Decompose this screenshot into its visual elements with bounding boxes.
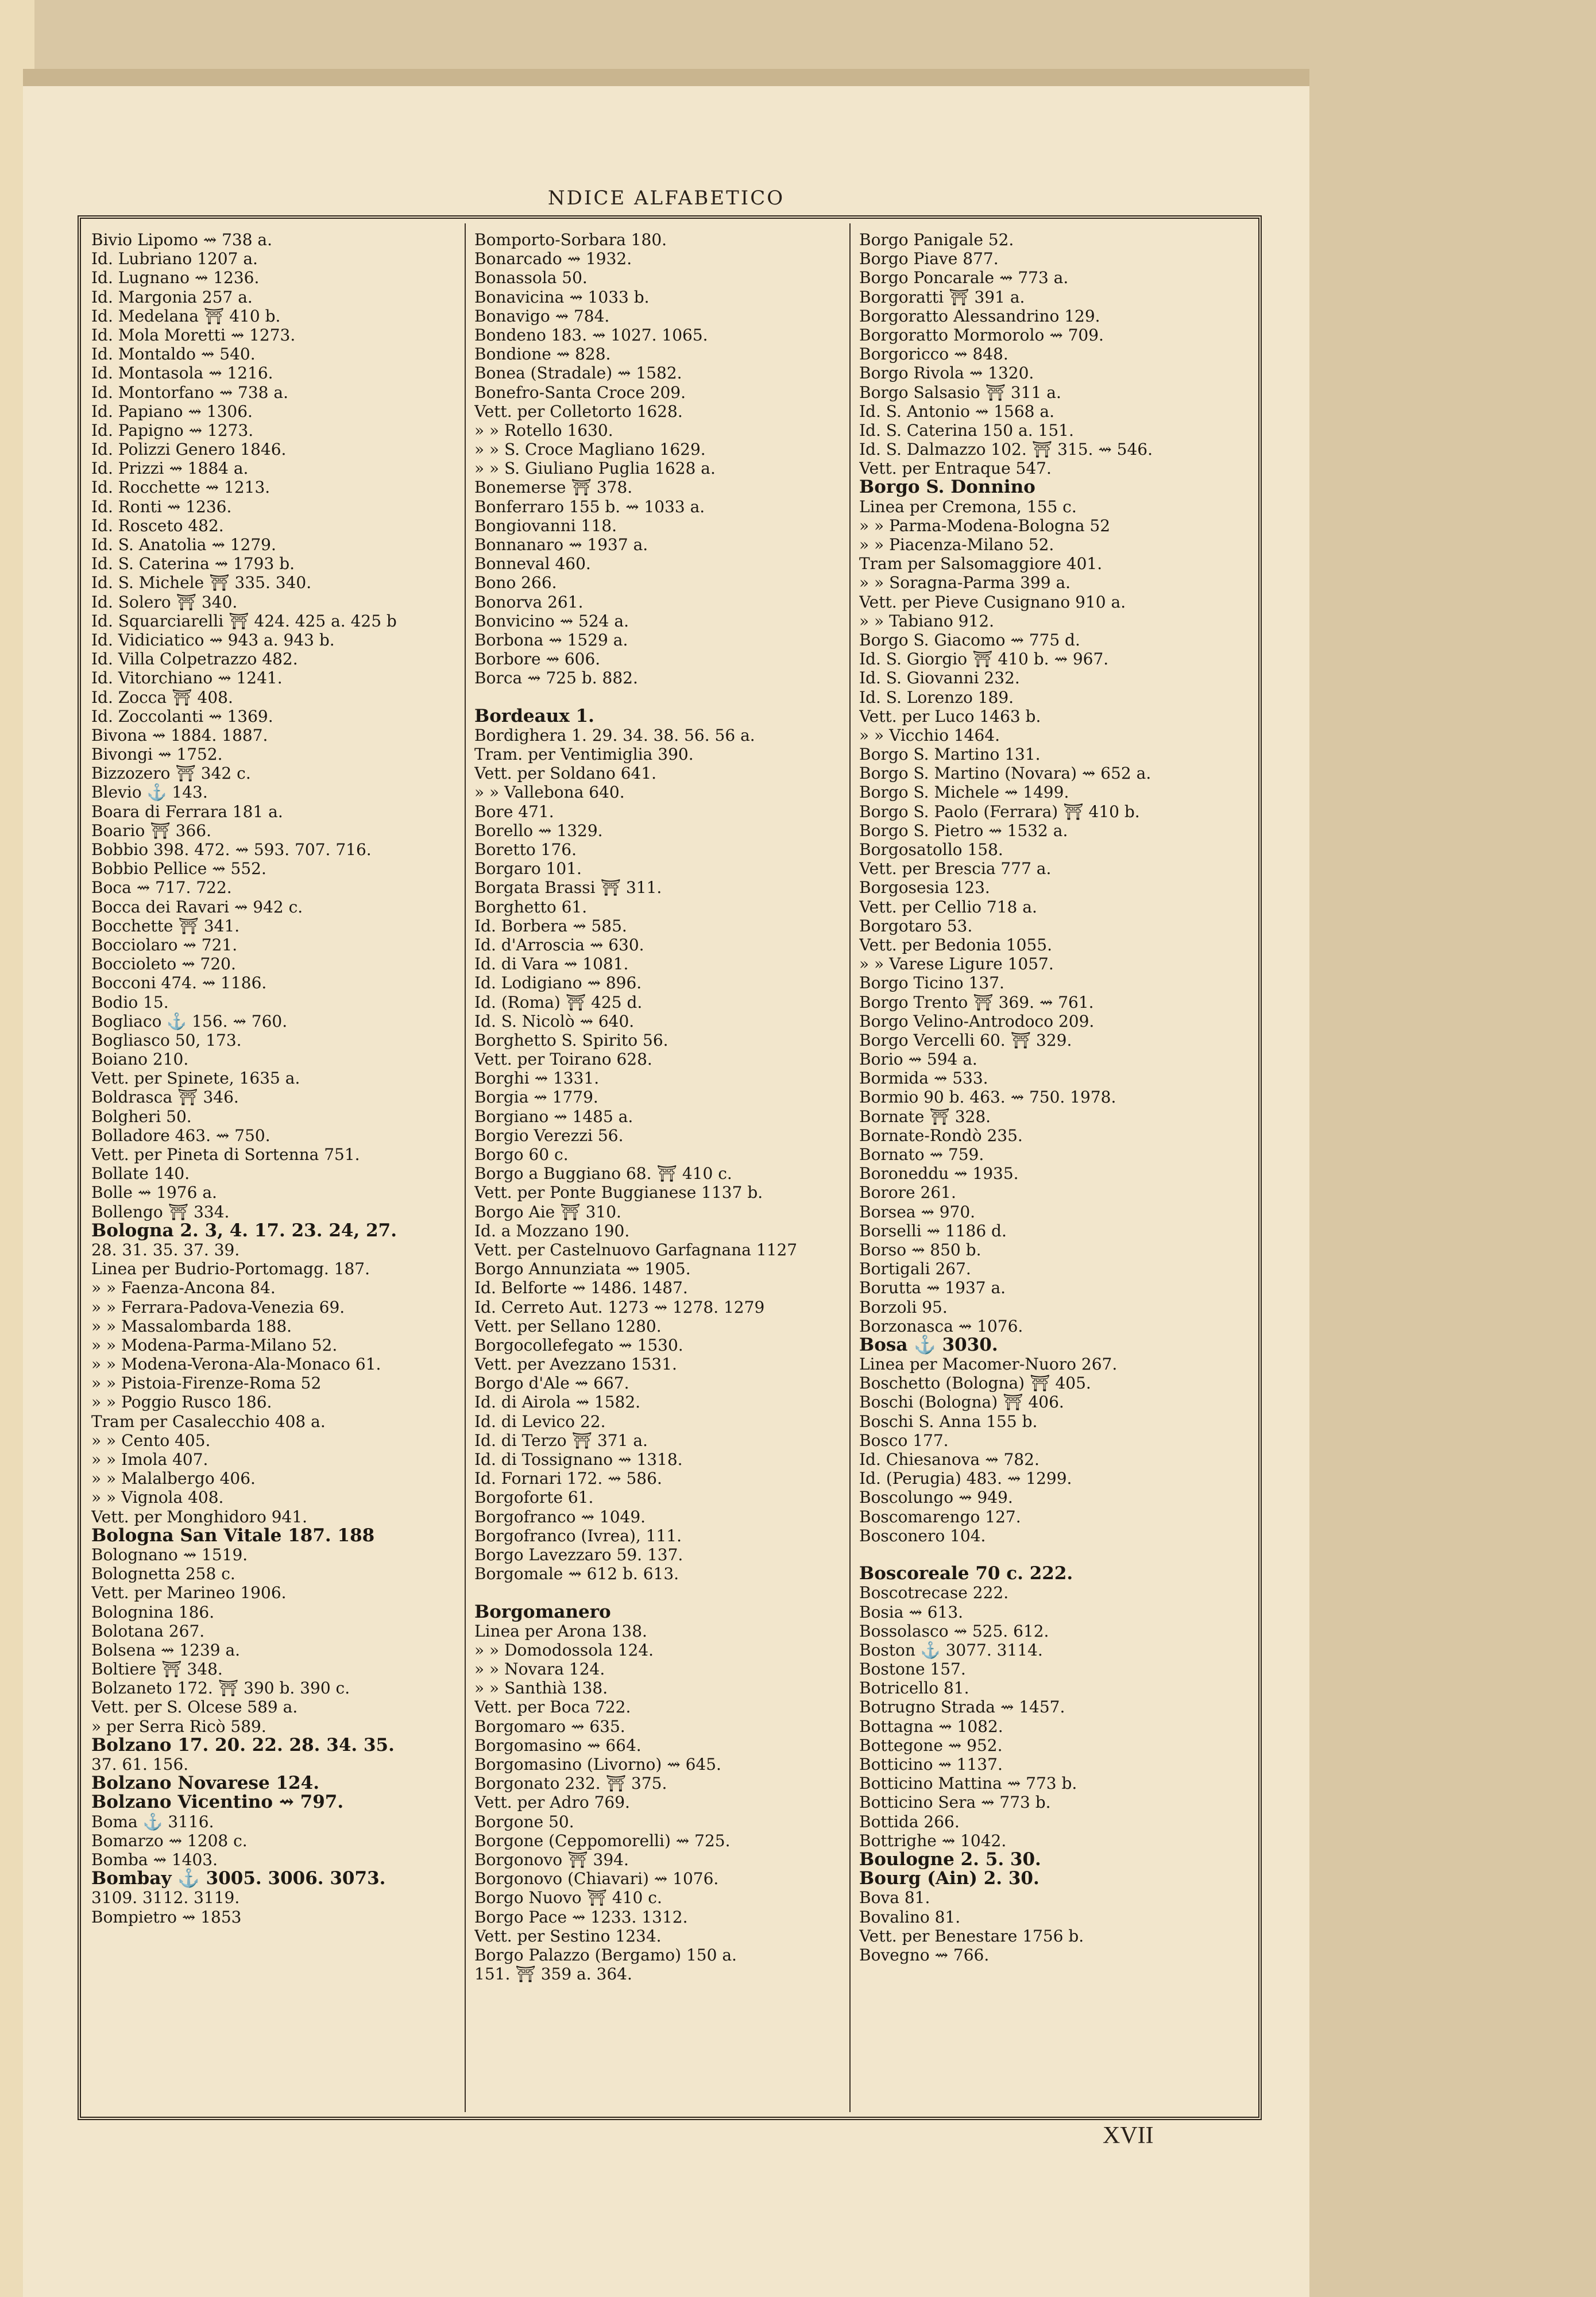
index-entry: Id. d'Arroscia ⇝ 630. — [474, 935, 644, 954]
index-entry: Bivongi ⇝ 1752. — [91, 745, 223, 764]
index-entry: Bizzozero ⛩ 342 c. — [91, 764, 251, 783]
index-entry: Borgo Pace ⇝ 1233. 1312. — [474, 1907, 688, 1927]
index-entry: Id. Villa Colpetrazzo 482. — [91, 649, 298, 669]
index-entry: Borgo S. Michele ⇝ 1499. — [859, 783, 1069, 802]
index-entry: Bologna 2. 3, 4. 17. 23. 24, 27. — [91, 1220, 397, 1241]
index-entry: Id. Vitorchiano ⇝ 1241. — [91, 668, 283, 688]
index-entry: Botricello 81. — [859, 1679, 969, 1698]
index-entry: Id. Mola Moretti ⇝ 1273. — [91, 325, 296, 345]
index-entry: Id. Cerreto Aut. 1273 ⇝ 1278. 1279 — [474, 1297, 765, 1317]
index-entry: Borello ⇝ 1329. — [474, 821, 603, 840]
index-entry: Borio ⇝ 594 a. — [859, 1050, 977, 1069]
index-entry: Id. S. Lorenzo 189. — [859, 687, 1014, 707]
index-entry: Borgo Trento ⛩ 369. ⇝ 761. — [859, 992, 1094, 1012]
index-entry: » » Novara 124. — [474, 1660, 605, 1679]
index-entry: Id. S. Dalmazzo 102. ⛩ 315. ⇝ 546. — [859, 440, 1153, 459]
index-entry: Boulogne 2. 5. 30. — [859, 1849, 1041, 1870]
index-entry: Borgofranco ⇝ 1049. — [474, 1507, 646, 1526]
index-entry — [474, 1583, 843, 1602]
index-entry: Id. Zocca ⛩ 408. — [91, 687, 233, 707]
index-entry: Borgo Ticino 137. — [859, 973, 1004, 993]
index-column-2 — [474, 230, 843, 2108]
index-entry: Borgoratto Mormorolo ⇝ 709. — [859, 325, 1104, 345]
index-entry: » » Parma-Modena-Bologna 52 — [859, 516, 1111, 535]
index-entry: » » Ferrara-Padova-Venezia 69. — [91, 1297, 345, 1317]
index-entry: Bottegone ⇝ 952. — [859, 1735, 1003, 1755]
index-entry: Bomarzo ⇝ 1208 c. — [91, 1831, 248, 1850]
index-entry: Borso ⇝ 850 b. — [859, 1240, 981, 1259]
index-entry: Bosco 177. — [859, 1430, 949, 1450]
index-entry: Vett. per Monghidoro 941. — [91, 1507, 308, 1526]
index-entry: Botticino Sera ⇝ 773 b. — [859, 1793, 1051, 1812]
index-entry: Borgo Nuovo ⛩ 410 c. — [474, 1888, 662, 1908]
index-entry: Boretto 176. — [474, 840, 577, 859]
index-entry: Bortigali 267. — [859, 1259, 971, 1279]
index-entry: Bompietro ⇝ 1853 — [91, 1907, 242, 1927]
index-entry: Id. (Roma) ⛩ 425 d. — [474, 992, 643, 1012]
index-entry: Id. di Levico 22. — [474, 1412, 606, 1431]
index-entry: Id. Zoccolanti ⇝ 1369. — [91, 706, 273, 726]
index-entry: Bonefro-Santa Croce 209. — [474, 382, 686, 402]
index-entry: Id. S. Nicolò ⇝ 640. — [474, 1011, 635, 1031]
index-entry: Bocconi 474. ⇝ 1186. — [91, 973, 267, 993]
column-divider — [849, 223, 851, 2112]
index-entry: Borgone (Ceppomorelli) ⇝ 725. — [474, 1831, 731, 1850]
index-entry: Id. Prizzi ⇝ 1884 a. — [91, 459, 249, 478]
index-entry: » » Domodossola 124. — [474, 1640, 654, 1660]
index-entry: Borgia ⇝ 1779. — [474, 1088, 598, 1107]
index-entry: 151. ⛩ 359 a. 364. — [474, 1965, 632, 1984]
index-entry: Bivona ⇝ 1884. 1887. — [91, 725, 268, 745]
index-entry: Boschi S. Anna 155 b. — [859, 1412, 1038, 1431]
index-entry: Borsea ⇝ 970. — [859, 1202, 976, 1221]
index-entry: » » Santhià 138. — [474, 1679, 608, 1698]
index-entry: Borgotaro 53. — [859, 916, 973, 935]
index-column-3 — [859, 230, 1250, 2108]
index-entry: Vett. per S. Olcese 589 a. — [91, 1697, 298, 1717]
index-entry: Borutta ⇝ 1937 a. — [859, 1278, 1006, 1298]
index-entry: Id. Rosceto 482. — [91, 516, 224, 535]
index-entry: » » Massalombarda 188. — [91, 1316, 292, 1336]
index-entry: Bonferraro 155 b. ⇝ 1033 a. — [474, 497, 705, 516]
index-entry: Bolzano 17. 20. 22. 28. 34. 35. — [91, 1734, 395, 1755]
index-entry: Bordeaux 1. — [474, 705, 594, 726]
index-entry: Borgoratti ⛩ 391 a. — [859, 287, 1025, 307]
index-entry: Boscotrecase 222. — [859, 1583, 1009, 1603]
index-entry: Bornate ⛩ 328. — [859, 1107, 991, 1126]
index-entry: Id. Medelana ⛩ 410 b. — [91, 306, 281, 326]
index-entry: Blevio ⚓ 143. — [91, 783, 208, 802]
index-entry: Id. Chiesanova ⇝ 782. — [859, 1450, 1039, 1469]
index-entry: Borgo S. Donnino — [859, 477, 1035, 498]
index-entry: Vett. per Pineta di Sortenna 751. — [91, 1145, 360, 1164]
index-entry: Boiano 210. — [91, 1050, 189, 1069]
index-entry: Id. Fornari 172. ⇝ 586. — [474, 1469, 662, 1488]
index-entry: Borgio Verezzi 56. — [474, 1126, 624, 1145]
index-entry: Bocca dei Ravari ⇝ 942 c. — [91, 897, 303, 917]
index-entry: Id. Polizzi Genero 1846. — [91, 440, 287, 459]
index-entry: Bossolasco ⇝ 525. 612. — [859, 1621, 1049, 1641]
index-entry: Bornate-Rondò 235. — [859, 1126, 1023, 1145]
index-entry: Vett. per Sestino 1234. — [474, 1926, 662, 1946]
index-entry: Id. Montorfano ⇝ 738 a. — [91, 382, 288, 402]
index-entry: Linea per Budrio-Portomagg. 187. — [91, 1259, 370, 1279]
index-entry: » » Malalbergo 406. — [91, 1469, 256, 1488]
index-entry: Tram. per Ventimiglia 390. — [474, 745, 694, 764]
index-entry: Bonorva 261. — [474, 592, 583, 612]
index-entry: Botrugno Strada ⇝ 1457. — [859, 1697, 1065, 1717]
index-entry: Vett. per Pieve Cusignano 910 a. — [859, 592, 1126, 612]
index-entry: Borgo Palazzo (Bergamo) 150 a. — [474, 1945, 737, 1965]
index-entry: Bonassola 50. — [474, 268, 588, 288]
index-entry: Bobbio 398. 472. ⇝ 593. 707. 716. — [91, 840, 372, 859]
index-entry: Bolle ⇝ 1976 a. — [91, 1183, 217, 1202]
index-entry: Id. Ronti ⇝ 1236. — [91, 497, 232, 516]
index-entry: Bonavicina ⇝ 1033 b. — [474, 287, 650, 307]
index-entry: Id. Papiano ⇝ 1306. — [91, 401, 253, 421]
index-entry: Borbona ⇝ 1529 a. — [474, 630, 628, 649]
book-page — [23, 86, 1309, 2297]
index-entry: Bolzaneto 172. ⛩ 390 b. 390 c. — [91, 1679, 350, 1698]
index-entry: Id. S. Giovanni 232. — [859, 668, 1020, 688]
index-entry: Vett. per Ponte Buggianese 1137 b. — [474, 1183, 763, 1202]
index-entry — [859, 1545, 1250, 1564]
index-entry: Bornato ⇝ 759. — [859, 1145, 984, 1164]
index-entry: Boscomarengo 127. — [859, 1507, 1021, 1526]
index-entry: Vett. per Bedonia 1055. — [859, 935, 1052, 954]
index-entry: Borgo S. Martino (Novara) ⇝ 652 a. — [859, 764, 1151, 783]
index-entry: Borghi ⇝ 1331. — [474, 1069, 600, 1088]
index-entry: » » Modena-Verona-Ala-Monaco 61. — [91, 1355, 381, 1374]
index-entry: Bosconero 104. — [859, 1526, 986, 1545]
index-entry: Borgata Brassi ⛩ 311. — [474, 878, 662, 898]
index-entry: Bottida 266. — [859, 1812, 960, 1831]
index-entry: Borgonovo (Chiavari) ⇝ 1076. — [474, 1869, 719, 1889]
index-entry: Borgo d'Ale ⇝ 667. — [474, 1374, 629, 1393]
index-entry: Borgo Aie ⛩ 310. — [474, 1202, 621, 1221]
index-entry: Id. S. Caterina ⇝ 1793 b. — [91, 554, 295, 574]
index-entry: Bolognina 186. — [91, 1602, 215, 1622]
index-entry: Id. S. Anatolia ⇝ 1279. — [91, 535, 276, 554]
index-entry: Id. Lubriano 1207 a. — [91, 249, 258, 269]
index-entry: Borgonato 232. ⛩ 375. — [474, 1774, 667, 1793]
index-entry: Id. Squarciarelli ⛩ 424. 425 a. 425 b — [91, 611, 397, 631]
index-entry: » » Soragna-Parma 399 a. — [859, 573, 1071, 593]
index-entry: Bosia ⇝ 613. — [859, 1602, 964, 1622]
index-entry: Vett. per Adro 769. — [474, 1793, 630, 1812]
index-entry: Borgone 50. — [474, 1812, 574, 1831]
index-entry: Boroneddu ⇝ 1935. — [859, 1164, 1019, 1184]
index-entry: 28. 31. 35. 37. 39. — [91, 1240, 240, 1259]
index-entry: » » Rotello 1630. — [474, 420, 613, 440]
index-entry: Bolognano ⇝ 1519. — [91, 1545, 248, 1564]
index-entry: Bondeno 183. ⇝ 1027. 1065. — [474, 325, 708, 345]
index-entry: Id. S. Michele ⛩ 335. 340. — [91, 573, 312, 593]
index-entry: Vett. per Spinete, 1635 a. — [91, 1069, 300, 1088]
index-entry: Vett. per Boca 722. — [474, 1697, 631, 1717]
index-entry: Id. a Mozzano 190. — [474, 1221, 630, 1240]
index-entry: Bombay ⚓ 3005. 3006. 3073. — [91, 1868, 386, 1889]
index-entry: Bolladore 463. ⇝ 750. — [91, 1126, 270, 1145]
index-entry: Id. di Vara ⇝ 1081. — [474, 954, 629, 974]
index-entry: » » Vignola 408. — [91, 1488, 224, 1507]
index-entry: Vett. per Sellano 1280. — [474, 1316, 662, 1336]
index-entry: Borgomale ⇝ 612 b. 613. — [474, 1564, 679, 1584]
index-entry: Borgocollefegato ⇝ 1530. — [474, 1335, 683, 1355]
index-column-1 — [91, 230, 460, 2108]
index-entry: Id. Margonia 257 a. — [91, 287, 253, 307]
index-entry: Vett. per Benestare 1756 b. — [859, 1926, 1084, 1946]
index-entry: Boca ⇝ 717. 722. — [91, 878, 232, 898]
index-entry: » » Poggio Rusco 186. — [91, 1393, 272, 1412]
index-entry: » » S. Giuliano Puglia 1628 a. — [474, 459, 716, 478]
index-entry: Bomba ⇝ 1403. — [91, 1850, 218, 1869]
index-entry: Bonnanaro ⇝ 1937 a. — [474, 535, 648, 554]
index-entry: Borghetto S. Spirito 56. — [474, 1030, 668, 1050]
index-entry: Borgo Rivola ⇝ 1320. — [859, 364, 1034, 383]
index-entry: Vett. per Toirano 628. — [474, 1050, 652, 1069]
index-entry: Bolzano Vicentino ⇝ 797. — [91, 1792, 344, 1813]
index-entry: Borgosesia 123. — [859, 878, 990, 898]
index-entry: Bomporto-Sorbara 180. — [474, 230, 667, 249]
index-entry: » » Faenza-Ancona 84. — [91, 1278, 276, 1298]
index-entry: Vett. per Luco 1463 b. — [859, 706, 1041, 726]
index-entry: Bourg (Ain) 2. 30. — [859, 1868, 1039, 1889]
index-entry: » » Modena-Parma-Milano 52. — [91, 1335, 338, 1355]
index-entry: Boara di Ferrara 181 a. — [91, 802, 283, 821]
index-entry: Id. Belforte ⇝ 1486. 1487. — [474, 1278, 688, 1298]
index-entry: Bonavigo ⇝ 784. — [474, 306, 610, 326]
index-entry: Id. Borbera ⇝ 585. — [474, 916, 627, 935]
index-entry: Borgiano ⇝ 1485 a. — [474, 1107, 633, 1126]
index-entry: Boario ⛩ 366. — [91, 821, 212, 840]
index-entry: Borgo Vercelli 60. ⛩ 329. — [859, 1030, 1072, 1050]
index-entry: Borgo 60 c. — [474, 1145, 569, 1164]
index-entry: Bonemerse ⛩ 378. — [474, 478, 633, 497]
index-entry: Borgo S. Martino 131. — [859, 745, 1041, 764]
index-entry: Borselli ⇝ 1186 d. — [859, 1221, 1007, 1240]
index-entry: Bongiovanni 118. — [474, 516, 617, 535]
index-entry: Bottagna ⇝ 1082. — [859, 1716, 1003, 1736]
index-entry: Borgo Salsasio ⛩ 311 a. — [859, 382, 1061, 402]
index-entry: Id. S. Caterina 150 a. 151. — [859, 420, 1074, 440]
index-entry: Bobbio Pellice ⇝ 552. — [91, 859, 266, 879]
index-entry: Linea per Arona 138. — [474, 1621, 647, 1641]
index-entry: Boltiere ⛩ 348. — [91, 1660, 223, 1679]
index-entry: Borgo Annunziata ⇝ 1905. — [474, 1259, 691, 1279]
index-entry: Vett. per Colletorto 1628. — [474, 401, 683, 421]
index-entry: Id. S. Antonio ⇝ 1568 a. — [859, 401, 1054, 421]
index-entry: 37. 61. 156. — [91, 1755, 189, 1774]
index-entry: Id. Lugnano ⇝ 1236. — [91, 268, 260, 288]
index-entry: Bormida ⇝ 533. — [859, 1069, 988, 1088]
index-entry: 3109. 3112. 3119. — [91, 1888, 240, 1908]
index-entry: » » Pistoia-Firenze-Roma 52 — [91, 1374, 322, 1393]
index-entry: » » Imola 407. — [91, 1450, 208, 1469]
index-entry: Vett. per Brescia 777 a. — [859, 859, 1052, 879]
index-entry: Bodio 15. — [91, 992, 169, 1012]
index-entry: Borgofranco (Ivrea), 111. — [474, 1526, 682, 1545]
index-entry: » » Tabiano 912. — [859, 611, 994, 631]
index-entry: Bolzano Novarese 124. — [91, 1773, 319, 1794]
running-header: NDICE ALFABETICO — [547, 187, 785, 210]
index-entry: Boscoreale 70 c. 222. — [859, 1563, 1073, 1584]
index-entry: Bologna San Vitale 187. 188 — [91, 1525, 375, 1546]
index-entry: Bovegno ⇝ 766. — [859, 1945, 990, 1965]
index-entry: Bono 266. — [474, 573, 557, 593]
index-entry: Id. Papigno ⇝ 1273. — [91, 420, 254, 440]
index-entry: Borgomasino (Livorno) ⇝ 645. — [474, 1755, 721, 1774]
index-entry: Id. di Terzo ⛩ 371 a. — [474, 1430, 648, 1450]
index-entry: Vett. per Soldano 641. — [474, 764, 657, 783]
index-entry: Borgomasino ⇝ 664. — [474, 1735, 642, 1755]
index-entry: Bonvicino ⇝ 524 a. — [474, 611, 629, 631]
index-entry: Bogliaco ⚓ 156. ⇝ 760. — [91, 1011, 288, 1031]
index-entry: Vett. per Cellio 718 a. — [859, 897, 1037, 917]
index-entry: Id. S. Giorgio ⛩ 410 b. ⇝ 967. — [859, 649, 1109, 669]
index-entry: » » Piacenza-Milano 52. — [859, 535, 1054, 554]
index-entry: Bolsena ⇝ 1239 a. — [91, 1640, 241, 1660]
index-entry: Tram per Casalecchio 408 a. — [91, 1412, 326, 1431]
index-entry: Id. di Tossignano ⇝ 1318. — [474, 1450, 683, 1469]
index-entry: » » S. Croce Magliano 1629. — [474, 440, 706, 459]
index-entry: Bivio Lipomo ⇝ 738 a. — [91, 230, 272, 249]
index-entry: Boma ⚓ 3116. — [91, 1812, 214, 1831]
index-entry: Id. Solero ⛩ 340. — [91, 592, 238, 612]
index-entry: » » Vicchio 1464. — [859, 725, 1000, 745]
index-entry: Bonneval 460. — [474, 554, 591, 574]
index-entry: Borgosatollo 158. — [859, 840, 1003, 859]
index-entry: Boschetto (Bologna) ⛩ 405. — [859, 1374, 1091, 1393]
index-entry: Bormio 90 b. 463. ⇝ 750. 1978. — [859, 1088, 1116, 1107]
index-entry — [474, 688, 843, 707]
index-entry: Id. Lodigiano ⇝ 896. — [474, 973, 642, 993]
index-entry: Tram per Salsomaggiore 401. — [859, 554, 1103, 574]
index-entry: Id. Rocchette ⇝ 1213. — [91, 478, 270, 497]
index-entry: » » Vallebona 640. — [474, 783, 625, 802]
index-entry: Id. Montaldo ⇝ 540. — [91, 345, 256, 364]
index-entry: Bonarcado ⇝ 1932. — [474, 249, 632, 269]
index-entry: Boscolungo ⇝ 949. — [859, 1488, 1013, 1507]
index-entry: Borgoratto Alessandrino 129. — [859, 306, 1100, 326]
index-entry: Borghetto 61. — [474, 897, 588, 917]
index-entry: Bonea (Stradale) ⇝ 1582. — [474, 364, 682, 383]
index-entry: Borgo Piave 877. — [859, 249, 999, 269]
index-entry: Borore 261. — [859, 1183, 956, 1202]
index-entry: » » Varese Ligure 1057. — [859, 954, 1054, 974]
index-entry: Linea per Macomer-Nuoro 267. — [859, 1355, 1118, 1374]
index-entry: Bocciolaro ⇝ 721. — [91, 935, 238, 954]
index-entry: Borgomaro ⇝ 635. — [474, 1716, 625, 1736]
index-entry: Bocchette ⛩ 341. — [91, 916, 240, 935]
index-entry: Borca ⇝ 725 b. 882. — [474, 668, 638, 688]
index-entry: Botticino Mattina ⇝ 773 b. — [859, 1774, 1077, 1793]
index-entry: Vett. per Avezzano 1531. — [474, 1355, 677, 1374]
index-entry: Bollengo ⛩ 334. — [91, 1202, 230, 1221]
index-entry: Bostone 157. — [859, 1660, 966, 1679]
page-number: XVII — [1103, 2122, 1154, 2149]
index-entry: Bolognetta 258 c. — [91, 1564, 235, 1584]
index-entry: Id. Vidiciatico ⇝ 943 a. 943 b. — [91, 630, 335, 649]
index-entry: Bottrighe ⇝ 1042. — [859, 1831, 1007, 1850]
index-entry: Borzoli 95. — [859, 1297, 948, 1317]
index-frame — [78, 215, 1262, 2120]
index-entry: Bosa ⚓ 3030. — [859, 1334, 998, 1355]
index-entry: Borbore ⇝ 606. — [474, 649, 601, 669]
index-entry: » per Serra Ricò 589. — [91, 1716, 266, 1736]
index-entry: Borgoforte 61. — [474, 1488, 594, 1507]
index-entry: Borgo S. Pietro ⇝ 1532 a. — [859, 821, 1068, 840]
index-entry: Id. di Airola ⇝ 1582. — [474, 1393, 641, 1412]
index-entry: Id. (Perugia) 483. ⇝ 1299. — [859, 1469, 1072, 1488]
index-entry: Boldrasca ⛩ 346. — [91, 1088, 239, 1107]
index-entry: Borgonovo ⛩ 394. — [474, 1850, 629, 1869]
index-entry: Borgo S. Paolo (Ferrara) ⛩ 410 b. — [859, 802, 1140, 821]
index-entry: Vett. per Marineo 1906. — [91, 1583, 287, 1603]
index-entry: Borgoricco ⇝ 848. — [859, 345, 1008, 364]
index-entry: Bollate 140. — [91, 1164, 190, 1184]
index-entry: Boccioleto ⇝ 720. — [91, 954, 236, 974]
index-entry: Bovalino 81. — [859, 1907, 961, 1927]
index-entry: Borgo a Buggiano 68. ⛩ 410 c. — [474, 1164, 732, 1184]
index-entry: Vett. per Castelnuovo Garfagnana 1127 — [474, 1240, 798, 1259]
index-entry: Bolgheri 50. — [91, 1107, 192, 1126]
index-entry: Boschi (Bologna) ⛩ 406. — [859, 1393, 1064, 1412]
index-entry: Bogliasco 50, 173. — [91, 1030, 242, 1050]
index-entry: Linea per Cremona, 155 c. — [859, 497, 1077, 516]
index-entry: Bova 81. — [859, 1888, 930, 1908]
index-entry: Id. Montasola ⇝ 1216. — [91, 364, 273, 383]
index-entry: Borgo S. Giacomo ⇝ 775 d. — [859, 630, 1080, 649]
index-entry: Bolotana 267. — [91, 1621, 205, 1641]
column-divider — [465, 223, 466, 2112]
index-entry: Bondione ⇝ 828. — [474, 345, 611, 364]
index-entry: Botticino ⇝ 1137. — [859, 1755, 1003, 1774]
index-entry: Borgomanero — [474, 1601, 611, 1622]
index-entry: Borgo Poncarale ⇝ 773 a. — [859, 268, 1069, 288]
index-entry: Bordighera 1. 29. 34. 38. 56. 56 a. — [474, 725, 755, 745]
index-entry: Borgo Lavezzaro 59. 137. — [474, 1545, 683, 1564]
index-entry: » » Cento 405. — [91, 1430, 211, 1450]
index-entry: Borzonasca ⇝ 1076. — [859, 1316, 1023, 1336]
index-entry: Borgo Panigale 52. — [859, 230, 1014, 249]
index-entry: Borgaro 101. — [474, 859, 582, 879]
index-entry: Vett. per Entraque 547. — [859, 459, 1052, 478]
index-entry: Boston ⚓ 3077. 3114. — [859, 1640, 1043, 1660]
index-entry: Bore 471. — [474, 802, 554, 821]
index-entry: Borgo Velino-Antrodoco 209. — [859, 1011, 1095, 1031]
